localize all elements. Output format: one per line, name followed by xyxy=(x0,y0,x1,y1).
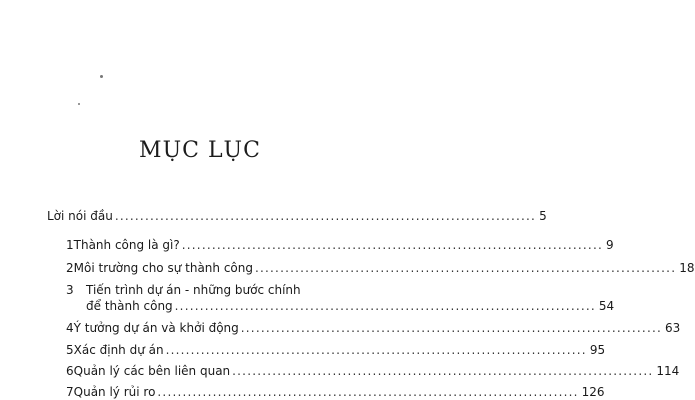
toc-label: Lời nói đầu xyxy=(47,209,113,223)
toc-label: Quản lý các bên liên quan xyxy=(73,364,231,378)
toc-label: Thành công là gì? xyxy=(73,238,180,252)
toc-page-number: 18 xyxy=(679,261,695,275)
toc-entry-1 xyxy=(66,238,614,252)
toc-label: Môi trường cho sự thành công xyxy=(73,261,253,275)
toc-label: Tiến trình dự án - những bước chính xyxy=(86,283,301,297)
toc-dot-leader: .................................................................................... xyxy=(157,385,579,399)
toc-page-number: 54 xyxy=(598,299,615,313)
toc-entry-preface xyxy=(47,209,547,223)
toc-dot-leader: .................................................................................... xyxy=(240,321,662,335)
toc-number: 3 xyxy=(66,283,74,297)
toc-number: 5 xyxy=(66,343,74,357)
toc-entry-7 xyxy=(66,385,605,399)
toc-entry-5 xyxy=(66,343,606,357)
toc-page-number: 9 xyxy=(605,238,614,252)
toc-entry-6 xyxy=(66,364,680,378)
toc-dot-leader: .................................................................................... xyxy=(255,261,677,275)
toc-entry-2 xyxy=(66,261,695,275)
toc-page-number: 95 xyxy=(589,343,606,357)
toc-number: 4 xyxy=(66,321,74,335)
toc-number: 2 xyxy=(66,261,74,275)
toc-number: 1 xyxy=(66,238,74,252)
toc-entry-3 xyxy=(66,283,350,297)
toc-dot-leader: .................................................................................... xyxy=(165,343,587,357)
toc-page-number: 5 xyxy=(539,209,547,223)
toc-entry-4 xyxy=(66,321,681,335)
toc-dot-leader: .................................................................................... xyxy=(114,209,537,223)
toc-label: Ý tưởng dự án và khởi động xyxy=(73,321,239,335)
toc-dot-leader: .................................................................................... xyxy=(181,238,603,252)
toc-number: 7 xyxy=(66,385,74,399)
toc-label-continued: để thành công xyxy=(86,299,173,313)
toc-dot-leader: .................................................................................... xyxy=(232,364,654,378)
toc-page-number: 114 xyxy=(656,364,680,378)
toc-dot-leader: .................................................................................... xyxy=(174,299,596,313)
toc-page-number: 63 xyxy=(665,321,681,335)
toc-label: Quản lý rủi ro xyxy=(73,385,156,399)
toc-number: 6 xyxy=(66,364,74,378)
toc-page-number: 126 xyxy=(581,385,605,399)
toc-label: Xác định dự án xyxy=(73,343,164,357)
toc-entry-3-continued xyxy=(86,299,615,313)
page-title: MỤC LỤC xyxy=(139,138,261,163)
